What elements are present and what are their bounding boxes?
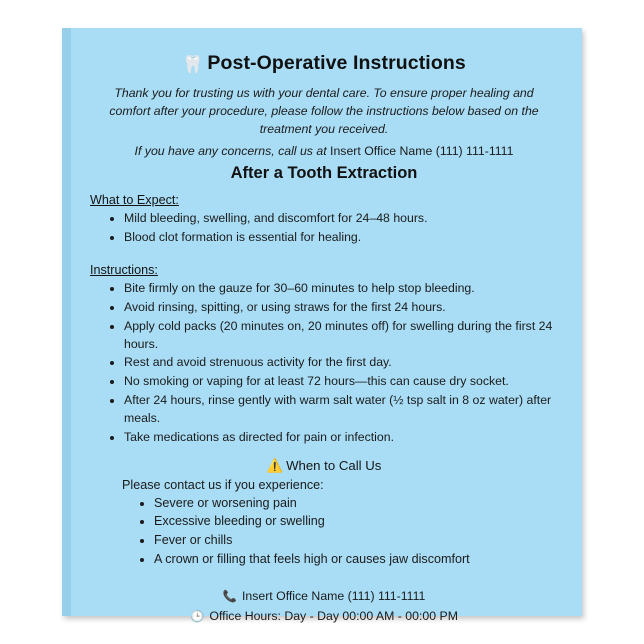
- when-to-call-label: When to Call Us: [286, 457, 382, 473]
- instructions-heading: Instructions:: [90, 263, 158, 278]
- list-item: • Bite firmly on the gauze for 30–60 minutes to help stop bleeding.: [124, 280, 560, 298]
- what-to-expect-list: [88, 210, 560, 247]
- list-item: • Blood clot formation is essential for healing.: [124, 229, 560, 247]
- footer-phone-text: Insert Office Name (111) 111-1111: [241, 589, 426, 604]
- list-item: • Fever or chills: [154, 531, 560, 550]
- list-item: • A crown or filling that feels high or causes jaw discomfort: [154, 550, 560, 569]
- list-item: • Take medications as directed for pain or infection.: [124, 429, 560, 447]
- footer-phone-line: [88, 587, 560, 607]
- list-item: • No smoking or vaping for at least 72 hours—this can cause dry socket.: [124, 373, 560, 391]
- clock-icon: 🕒: [190, 610, 205, 623]
- list-item: • Excessive bleeding or swelling: [154, 512, 560, 531]
- instructions-list: [88, 280, 560, 446]
- tooth-icon: 🦷: [182, 54, 204, 74]
- contact-prefix: If you have any concerns, call us at: [134, 144, 327, 159]
- footer-hours-text: Office Hours: Day - Day 00:00 AM - 00:00 PM: [209, 608, 458, 623]
- footer-hours-line: [88, 607, 560, 627]
- list-item: • Rest and avoid strenuous activity for the first day.: [124, 354, 560, 372]
- title-row: [88, 52, 560, 75]
- page-title: Post-Operative Instructions: [207, 52, 466, 74]
- when-to-call-heading: [88, 458, 560, 474]
- notepad-sheet: [62, 28, 582, 623]
- list-item: • Apply cold packs (20 minutes on, 20 minutes off) for swelling during the first 24 hours.: [124, 318, 560, 354]
- when-to-call-lead: Please contact us if you experience:: [122, 477, 324, 492]
- warning-icon: ⚠️: [266, 457, 284, 473]
- intro-paragraph: Thank you for trusting us with your dental care. To ensure proper healing and comfort after your procedure, please follow the instructions below based on the treatment you received.: [109, 86, 539, 136]
- contact-office: Insert Office Name (111) 111-1111: [330, 144, 514, 159]
- when-to-call-list: [88, 494, 560, 570]
- list-item: • Avoid rinsing, spitting, or using straws for the first 24 hours.: [124, 299, 560, 317]
- what-to-expect-heading: What to Expect:: [90, 193, 179, 208]
- sheet-content: [62, 28, 582, 623]
- section-subtitle: After a Tooth Extraction: [230, 164, 418, 183]
- phone-icon: 📞: [222, 591, 237, 604]
- list-item: • After 24 hours, rinse gently with warm salt water (½ tsp salt in 8 oz water) after meals.: [124, 392, 560, 428]
- footer-block: [88, 587, 560, 626]
- contact-line: [88, 144, 560, 158]
- list-item: • Mild bleeding, swelling, and discomfort for 24–48 hours.: [124, 210, 560, 228]
- list-item: • Severe or worsening pain: [154, 494, 560, 513]
